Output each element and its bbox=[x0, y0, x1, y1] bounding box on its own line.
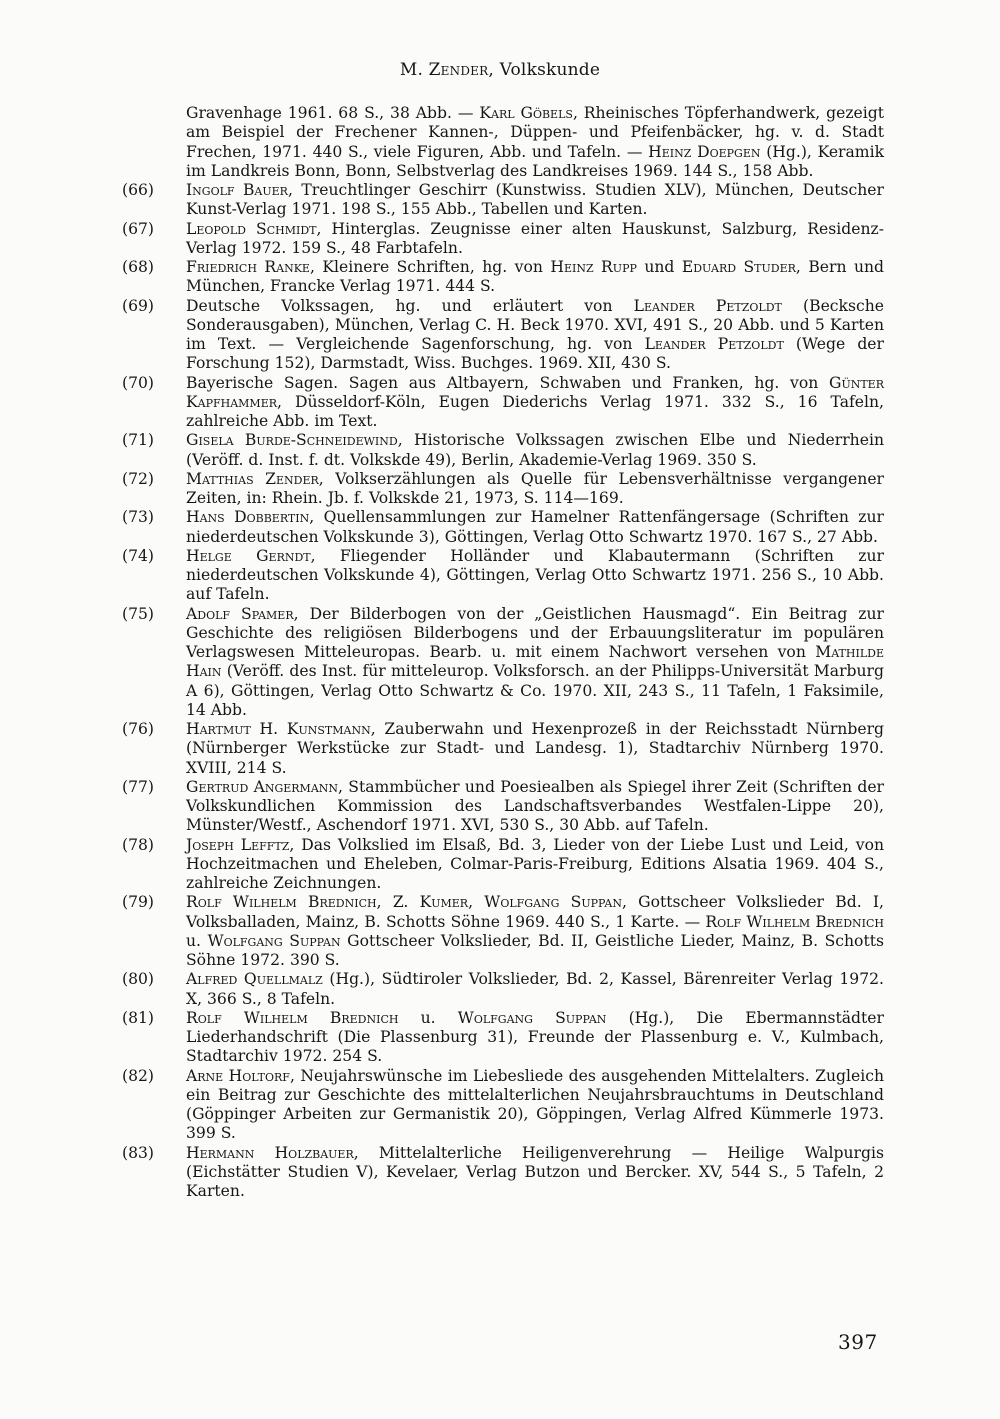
entry-number: (71) bbox=[122, 431, 155, 450]
bibliography-entry bbox=[122, 431, 884, 470]
entry-text: (Hg.), Die Ebermannstädter Liederhandschrift (Die Plassenburg 31), Freunde der Plassenburg e. V., Kulmbach, Stadtarchiv 1972. 254 S. bbox=[186, 1008, 884, 1066]
author-name: Wolfgang Suppan bbox=[457, 1008, 607, 1027]
bibliography-entry bbox=[122, 470, 884, 509]
entry-text: , Treuchtlinger Geschirr (Kunstwiss. Studien XLV), München, Deutscher Kunst-Verlag 1971. 198 S., 155 Abb., Tabellen und Karten. bbox=[186, 181, 884, 219]
entry-text: , Fliegender Holländer und Klabautermann (Schriften zur niederdeutschen Volkskunde 4), Göttingen, Verlag Otto Schwartz 1971. 256 S., 10 Abb. auf Tafeln. bbox=[186, 546, 884, 604]
entry-text: , Der Bilderbogen von der „Geistlichen Hausmagd“. Ein Beitrag zur Geschichte des religiösen Bilderbogens und der Erbauungsliteratur im populären Verlagswesen Mitteleuropas. Bearb. u. mit einem Nachwort versehen von bbox=[186, 604, 884, 661]
entry-number: (81) bbox=[122, 1008, 155, 1027]
entry-number: (70) bbox=[122, 373, 155, 392]
entry-number: (79) bbox=[122, 893, 155, 912]
entry-number: (75) bbox=[122, 604, 155, 623]
running-head bbox=[0, 60, 1000, 80]
entry-number: (74) bbox=[122, 546, 155, 565]
entry-text: (Wege der Forschung 152), Darmstadt, Wiss. Buchges. 1969. XII, 430 S. bbox=[186, 335, 884, 373]
author-name: Hermann Holzbauer bbox=[186, 1143, 354, 1162]
bibliography-entry bbox=[122, 181, 884, 220]
author-name: Rolf Wilhelm Brednich bbox=[186, 1008, 399, 1027]
author-name: Heinz Rupp bbox=[550, 258, 637, 276]
bibliography-entry bbox=[122, 778, 884, 836]
entry-number: (80) bbox=[122, 970, 155, 989]
entry-number: (76) bbox=[122, 720, 155, 738]
bibliography-entry bbox=[122, 970, 884, 1009]
entry-text: (Becksche Sonderausgaben), München, Verlag C. H. Beck 1970. XVI, 491 S., 20 Abb. und 5 Karten im Text. — Vergleichende Sagenforschung, hg. von bbox=[186, 296, 884, 353]
author-name: Ingolf Bauer bbox=[186, 181, 288, 199]
entry-text: , Mittelalterliche Heiligenverehrung — Heilige Walpurgis (Eichstätter Studien V), Kevelaer, Verlag Butzon und Bercker. XV, 544 S., 5 Tafeln, 2 Karten. bbox=[186, 1143, 884, 1200]
entry-number: (82) bbox=[122, 1066, 155, 1085]
bibliography-entry bbox=[122, 893, 884, 970]
author-name: Leander Petzoldt bbox=[644, 335, 784, 353]
entry-text: Deutsche Volkssagen, hg. und erläutert von bbox=[186, 296, 634, 315]
author-name: Rolf Wilhelm Brednich bbox=[705, 912, 884, 931]
bibliography-entry bbox=[122, 374, 884, 432]
author-name: Adolf Spamer bbox=[186, 604, 294, 623]
entry-number: (67) bbox=[122, 219, 155, 238]
entry-text: (Hg.), Südtiroler Volkslieder, Bd. 2, Kassel, Bärenreiter Verlag 1972. X, 366 S., 8 Tafeln. bbox=[186, 970, 884, 1008]
bibliography-entry bbox=[122, 508, 884, 547]
author-name: Wolfgang Suppan bbox=[207, 931, 341, 950]
entry-text: , Das Volkslied im Elsaß, Bd. 3, Lieder von der Liebe Lust und Leid, von Hochzeitmachen und Eheleben, Colmar-Paris-Freiburg, Editions Alsatia 1969. 404 S., zahlreiche Zeichnungen. bbox=[186, 835, 884, 892]
entry-number: (77) bbox=[122, 777, 155, 796]
author-name: Gisela Burde-Schneidewind bbox=[186, 431, 398, 450]
bibliography-entry bbox=[122, 1009, 884, 1067]
entry-text: , bbox=[376, 893, 393, 912]
entry-text: (Veröff. des Inst. für mitteleurop. Volksforsch. an der Philipps-Universität Marburg A 6), Göttingen, Verlag Otto Schwartz & Co. 1970. XII, 243 S., 11 Tafeln, 1 Faksimile, 14 Abb. bbox=[186, 662, 884, 719]
entry-text: u. bbox=[398, 1008, 458, 1027]
author-name: Arne Holtorf bbox=[186, 1066, 290, 1085]
author-name: Rolf Wilhelm Brednich bbox=[186, 893, 377, 912]
entry-text: , Bern und München, Francke Verlag 1971. 444 S. bbox=[186, 258, 885, 296]
entry-text: Gravenhage 1961. 68 S., 38 Abb. — bbox=[186, 104, 480, 122]
author-name: Z. Kumer bbox=[392, 893, 469, 912]
entry-text: , Quellensammlungen zur Hamelner Rattenfängersage (Schriften zur niederdeutschen Volkskunde 3), Göttingen, Verlag Otto Schwartz 1970. 167 S., 27 Abb. bbox=[186, 508, 884, 546]
entry-number: (73) bbox=[122, 508, 155, 527]
entry-number: (68) bbox=[122, 258, 155, 276]
bibliography-entry bbox=[122, 720, 884, 778]
bibliography-list bbox=[122, 104, 884, 1201]
running-head-title: Volkskunde bbox=[499, 60, 601, 80]
page-number: 397 bbox=[838, 1330, 878, 1354]
author-name: Eduard Studer bbox=[681, 258, 796, 276]
bibliography-entry bbox=[122, 258, 884, 297]
running-head-author: M. Zender, bbox=[399, 60, 494, 80]
entry-number: (72) bbox=[122, 469, 155, 488]
author-name: Mathilde Hain bbox=[186, 643, 884, 681]
entry-number: (66) bbox=[122, 181, 155, 199]
author-name: Günter Kapfhammer bbox=[186, 373, 884, 411]
author-name: Joseph Lefftz bbox=[186, 835, 290, 854]
bibliography-entry bbox=[122, 605, 884, 721]
author-name: Gertrud Angermann bbox=[186, 777, 339, 796]
entry-number: (78) bbox=[122, 835, 155, 854]
bibliography-entry bbox=[122, 1144, 884, 1202]
entry-number: (83) bbox=[122, 1143, 155, 1162]
author-name: Alfred Quellmalz bbox=[186, 970, 323, 989]
entry-text: und bbox=[636, 258, 682, 276]
entry-text: Gottscheer Volkslieder, Bd. II, Geistliche Lieder, Mainz, B. Schotts Söhne 1972. 390 S. bbox=[186, 931, 884, 969]
bibliography-entry bbox=[122, 220, 884, 259]
author-name: Wolfgang Suppan bbox=[484, 893, 622, 912]
entry-text: Bayerische Sagen. Sagen aus Altbayern, Schwaben und Franken, hg. von bbox=[186, 373, 829, 392]
bibliography-entry bbox=[122, 1067, 884, 1144]
author-name: Karl Göbels bbox=[479, 104, 573, 122]
entry-text: , Rheinisches Töpferhandwerk, gezeigt am Beispiel der Frechener Kannen-, Düppen- und Pfeifenbäcker, hg. v. d. Stadt Frechen, 1971. 440 S., viele Figuren, Abb. und Tafeln. — bbox=[186, 104, 884, 161]
author-name: Heinz Doepgen bbox=[648, 142, 761, 161]
entry-text: u. bbox=[186, 931, 208, 950]
author-name: Leopold Schmidt bbox=[186, 219, 317, 238]
entry-text: , Neujahrswünsche im Liebesliede des ausgehenden Mittelalters. Zugleich ein Beitrag zur Geschichte des mittelalterlichen Neujahrsbrauchtums in Deutschland (Göppinger Arbeiten zur Germanistik 20), Göppingen, Verlag Alfred Kümmerle 1973. 399 S. bbox=[186, 1066, 884, 1143]
entry-text: , Zauberwahn und Hexenprozeß in der Reichsstadt Nürnberg (Nürnberger Werkstücke zur Stadt- und Landesg. 1), Stadtarchiv Nürnberg 1970. XVIII, 214 S. bbox=[186, 720, 885, 777]
entry-text: , Historische Volkssagen zwischen Elbe und Niederrhein (Veröff. d. Inst. f. dt. Volkskde 49), Berlin, Akademie-Verlag 1969. 350 S. bbox=[186, 431, 884, 469]
bibliography-entry bbox=[122, 104, 884, 181]
entry-text: , bbox=[468, 893, 485, 912]
entry-text: , Kleinere Schriften, hg. von bbox=[309, 258, 551, 276]
author-name: Hartmut H. Kunstmann bbox=[186, 720, 371, 738]
entry-text: (Hg.), Keramik im Landkreis Bonn, Bonn, Selbstverlag des Landkreises 1969. 144 S., 158 Abb. bbox=[186, 142, 885, 180]
author-name: Leander Petzoldt bbox=[633, 296, 782, 315]
bibliography-entry bbox=[122, 297, 884, 374]
author-name: Friedrich Ranke bbox=[186, 258, 310, 276]
entry-number: (69) bbox=[122, 296, 155, 315]
entry-text: , Volkserzählungen als Quelle für Lebensverhältnisse vergangener Zeiten, in: Rhein. Jb. f. Volkskde 21, 1973, S. 114—169. bbox=[186, 469, 885, 507]
author-name: Matthias Zender bbox=[186, 469, 319, 488]
bibliography-entry bbox=[122, 836, 884, 894]
entry-text: , Düsseldorf-Köln, Eugen Diederichs Verlag 1971. 332 S., 16 Tafeln, zahlreiche Abb. im Text. bbox=[186, 392, 884, 430]
author-name: Hans Dobbertin bbox=[186, 508, 310, 527]
entry-text: , Hinterglas. Zeugnisse einer alten Hauskunst, Salzburg, Residenz-Verlag 1972. 159 S., 48 Farbtafeln. bbox=[186, 219, 884, 257]
entry-text: , Gottscheer Volkslieder Bd. I, Volksballaden, Mainz, B. Schotts Söhne 1969. 440 S., 1 Karte. — bbox=[186, 893, 884, 931]
author-name: Helge Gerndt bbox=[186, 546, 311, 565]
bibliography-entry bbox=[122, 547, 884, 605]
entry-text: , Stammbücher und Poesiealben als Spiegel ihrer Zeit (Schriften der Volkskundlichen Kommission des Landschaftsverbandes Westfalen-Lippe 20), Münster/Westf., Aschendorf 1971. XVI, 530 S., 30 Abb. auf Tafeln. bbox=[186, 777, 885, 835]
